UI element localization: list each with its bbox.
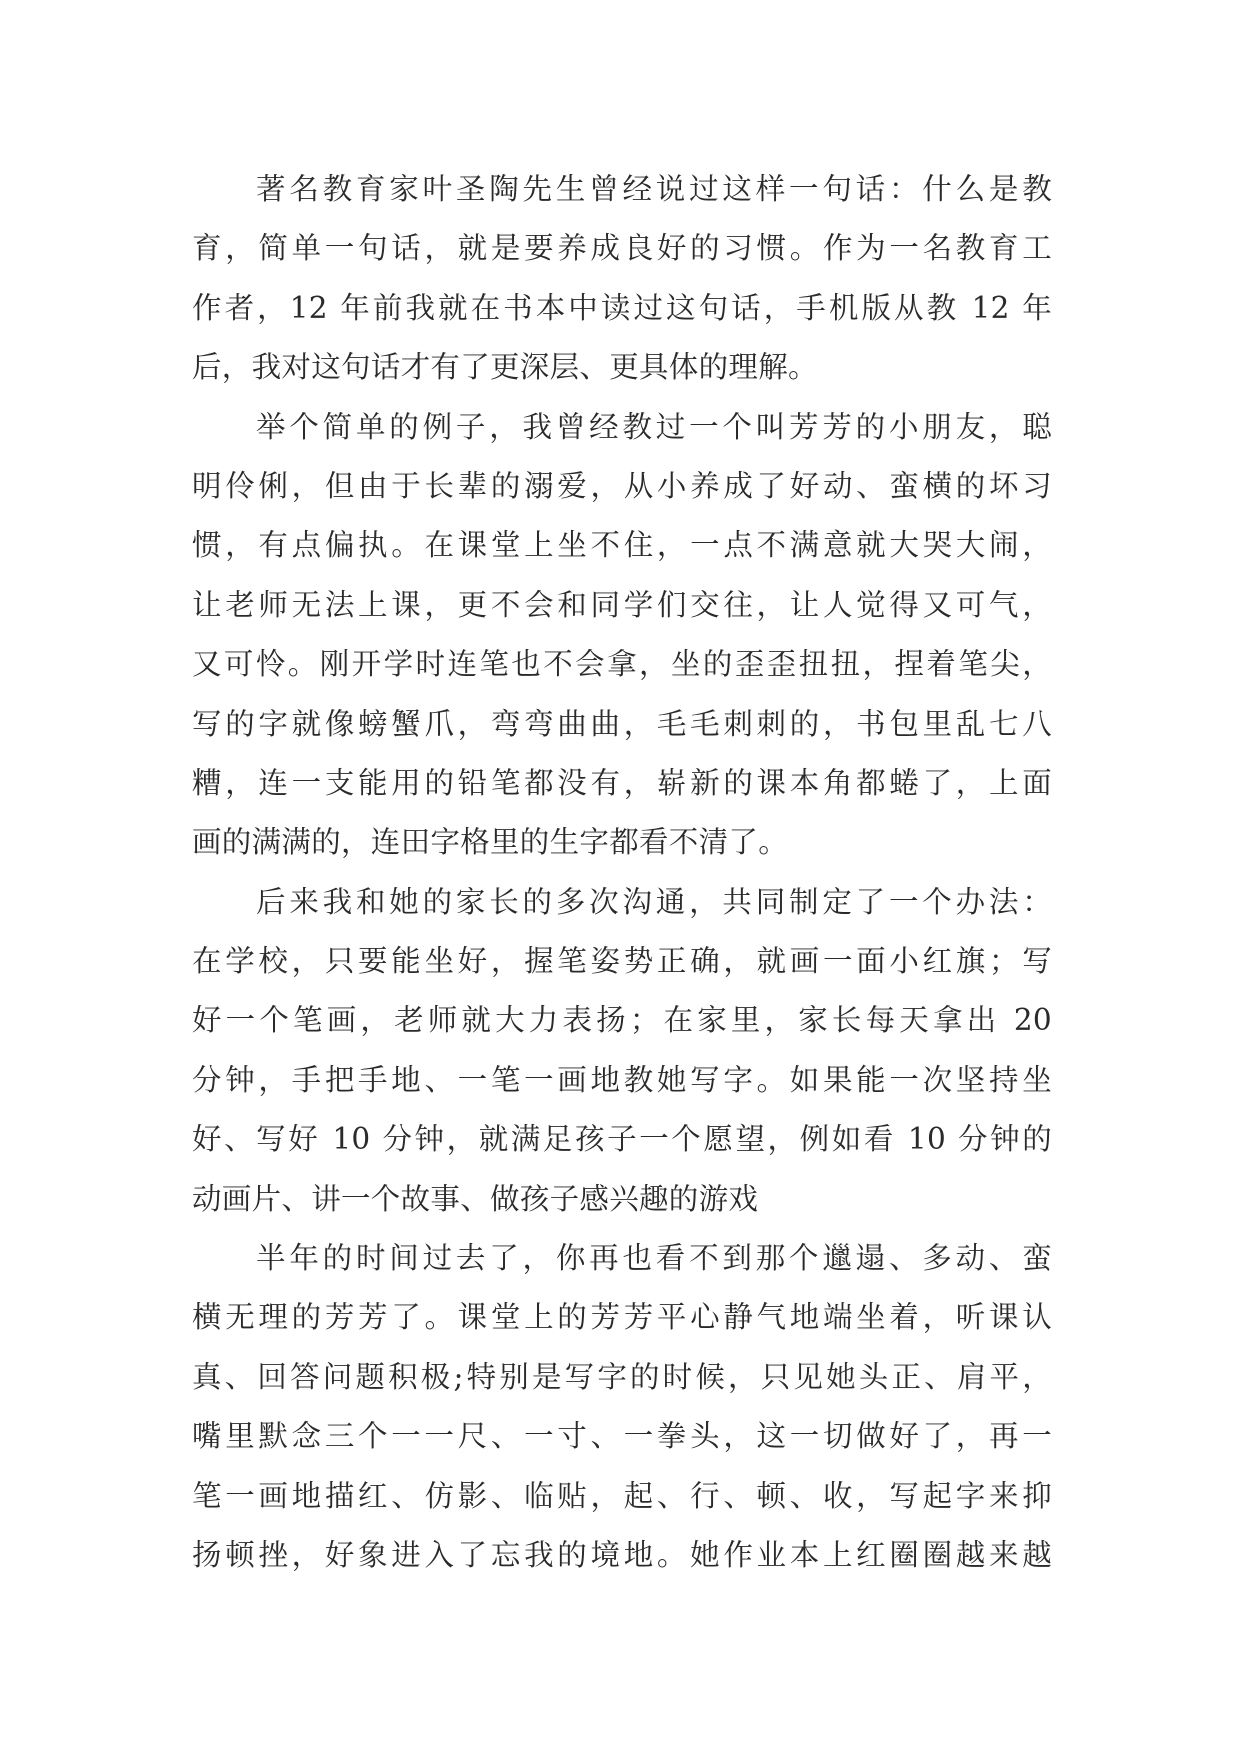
paragraph-3-line-3: 好一个笔画，老师就大力表扬；在家里，家长每天拿出 20 <box>192 1003 1052 1038</box>
paragraph-2-line-6: 写的字就像螃蟹爪，弯弯曲曲，毛毛刺刺的，书包里乱七八 <box>192 706 1052 741</box>
paragraph-4-line-5: 笔一画地描红、仿影、临贴，起、行、顿、收，写起字来抑 <box>192 1478 1052 1513</box>
paragraph-3-line-6: 动画片、讲一个故事、做孩子感兴趣的游戏 <box>192 1181 759 1216</box>
paragraph-1-line-4: 后，我对这句话才有了更深层、更具体的理解。 <box>192 350 818 385</box>
paragraph-1-line-1: 著名教育家叶圣陶先生曾经说过这样一句话：什么是教 <box>256 172 1052 206</box>
paragraph-3-line-2: 在学校，只要能坐好，握笔姿势正确，就画一面小红旗；写 <box>192 944 1052 979</box>
paragraph-2-line-2: 明伶俐，但由于长辈的溺爱，从小养成了好动、蛮横的坏习 <box>192 468 1052 503</box>
paragraph-2-line-3: 惯，有点偏执。在课堂上坐不住，一点不满意就大哭大闹， <box>192 528 1052 563</box>
paragraph-4-line-3: 真、回答问题积极;特别是写字的时候，只见她头正、肩平， <box>192 1359 1052 1394</box>
paragraph-1-line-3: 作者，12 年前我就在书本中读过这句话，手机版从教 12 年 <box>192 290 1052 325</box>
paragraph-3-line-1: 后来我和她的家长的多次沟通，共同制定了一个办法： <box>256 884 1052 919</box>
paragraph-2-line-1: 举个简单的例子，我曾经教过一个叫芳芳的小朋友，聪 <box>256 409 1052 444</box>
paragraph-4-line-1: 半年的时间过去了，你再也看不到那个邋遢、多动、蛮 <box>256 1241 1052 1276</box>
document-body <box>192 160 1052 1585</box>
paragraph-4-line-6: 扬顿挫，好象进入了忘我的境地。她作业本上红圈圈越来越 <box>192 1537 1052 1572</box>
paragraph-3-line-4: 分钟，手把手地、一笔一画地教她写字。如果能一次坚持坐 <box>192 1062 1052 1097</box>
paragraph-1-line-2: 育，简单一句话，就是要养成良好的习惯。作为一名教育工 <box>192 231 1052 266</box>
paragraph-2-line-5: 又可怜。刚开学时连笔也不会拿，坐的歪歪扭扭，捏着笔尖， <box>192 647 1052 682</box>
paragraph-4-line-4: 嘴里默念三个一一尺、一寸、一拳头，这一切做好了，再一 <box>192 1419 1052 1454</box>
paragraph-3-line-5: 好、写好 10 分钟，就满足孩子一个愿望，例如看 10 分钟的 <box>192 1122 1052 1157</box>
paragraph-4-line-2: 横无理的芳芳了。课堂上的芳芳平心静气地端坐着，听课认 <box>192 1300 1052 1335</box>
paragraph-2-line-4: 让老师无法上课，更不会和同学们交往，让人觉得又可气， <box>192 587 1052 622</box>
paragraph-2-line-8: 画的满满的，连田字格里的生字都看不清了。 <box>192 825 789 860</box>
paragraph-2-line-7: 糟，连一支能用的铅笔都没有，崭新的课本角都蜷了，上面 <box>192 765 1052 800</box>
